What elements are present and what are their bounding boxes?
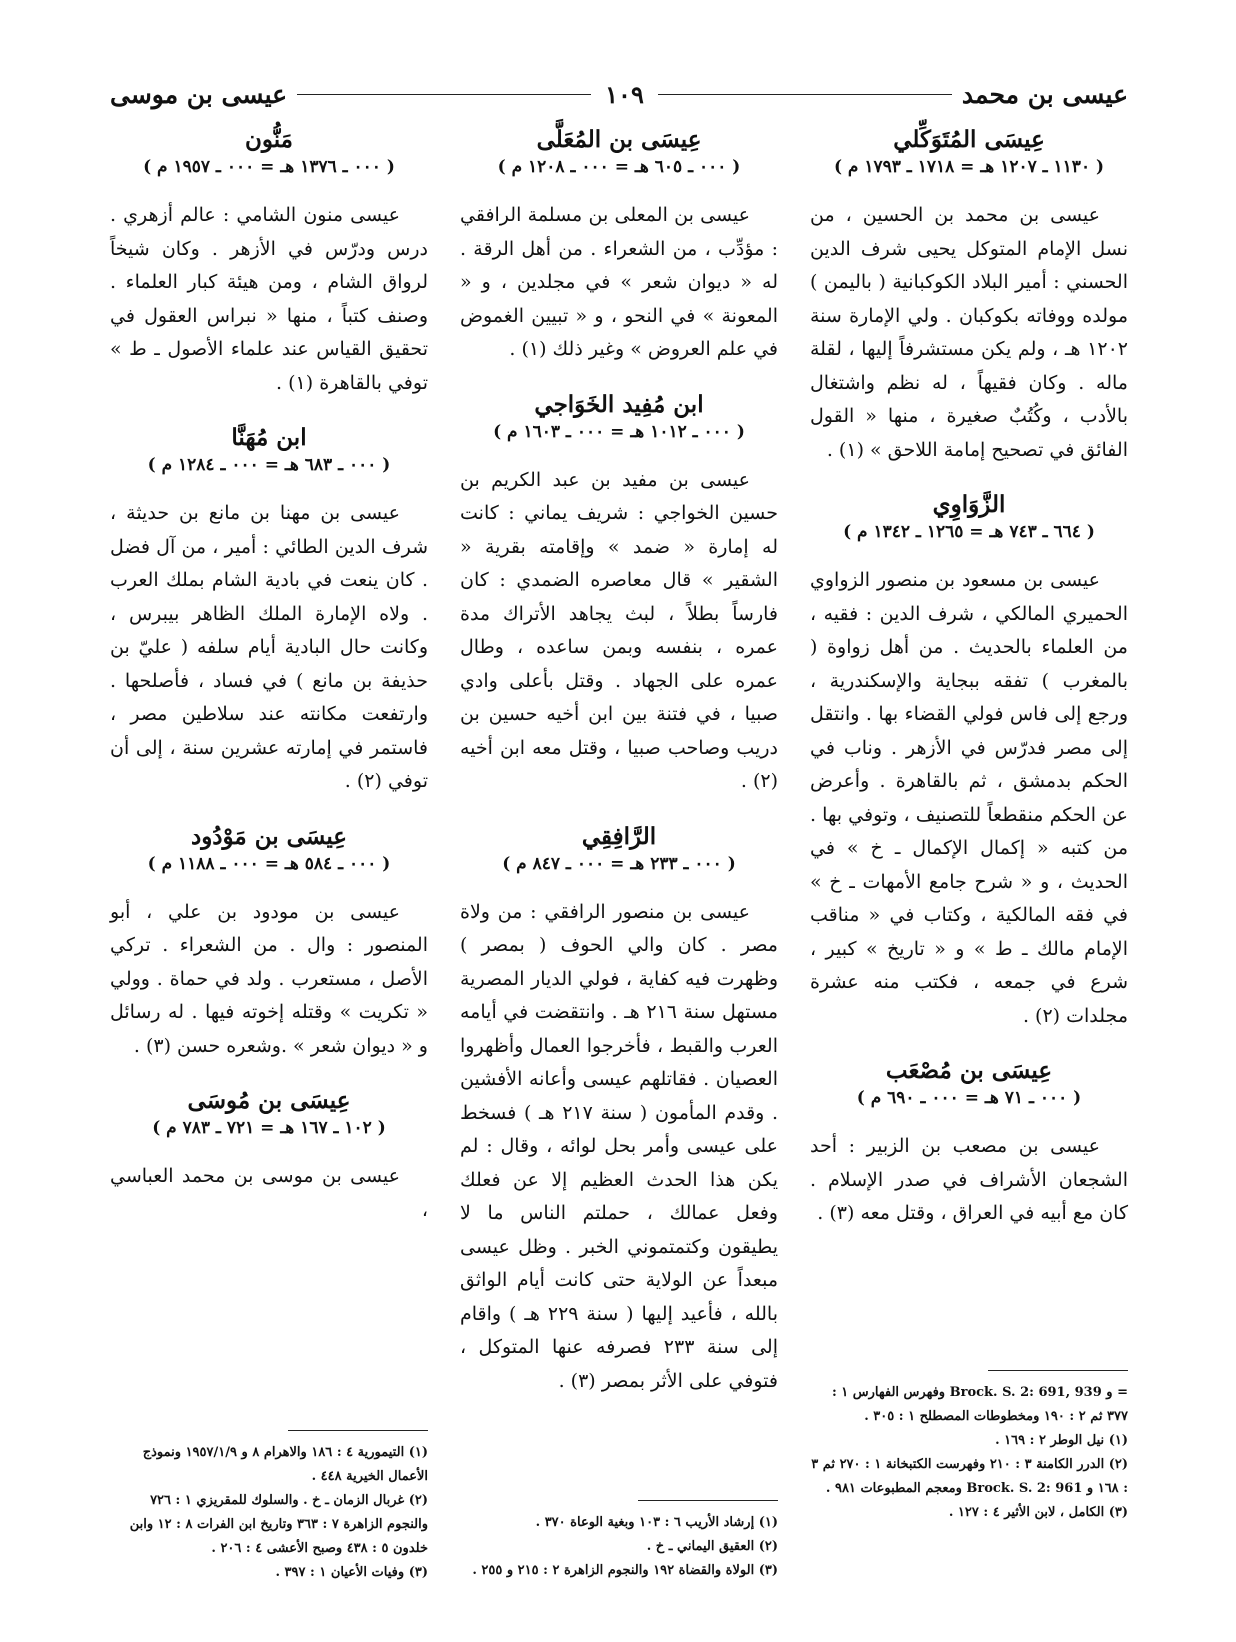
entry-body: عيسى بن مهنا بن مانع بن حديثة ، شرف الدين الطائي : أمير ، من آل فضل . كان ينعت في بادية الشام بملك العرب . ولاه الإمارة الملك الظاهر بيبرس ، وكانت حال البادية أيام سلفه ( عليّ بن حذيفة بن مانع ) في فساد ، فأصلحها . وارتفعت مكانته عند سلاطين مصر ، فاستمر في إمارته عشرين سنة ، إلى أن توفي (٢) . — [110, 502, 428, 792]
footnote: (٣) وفيات الأعيان ١ : ٣٩٧ . — [275, 1565, 428, 1580]
entry — [460, 823, 778, 1399]
entry-dates: ( ٠٠٠ ـ ٦٨٣ هـ = ٠٠٠ ـ ١٢٨٤ م ) — [147, 455, 391, 475]
entry-dates: ( ٠٠٠ ـ ٦٠٥ هـ = ٠٠٠ ـ ١٢٠٨ م ) — [497, 157, 741, 177]
footnotes-left — [110, 1430, 428, 1585]
footnote-rule — [638, 1500, 778, 1501]
entry-dates: ( ٠٠٠ ـ ٥٨٤ هـ = ٠٠٠ ـ ١١٨٨ م ) — [147, 853, 391, 874]
entry — [810, 1057, 1128, 1231]
entry-dates: ( ٠٠٠ ـ ١٣٧٦ هـ = ٠٠٠ ـ ١٩٥٧ م ) — [143, 157, 395, 177]
running-head-left-title: عيسى بن موسى — [110, 79, 288, 109]
entry-body: عيسى بن منصور الرافقي : من ولاة مصر . كان والي الحوف ( بمصر ) وظهرت فيه كفاية ، فولي الديار المصرية مستهل سنة ٢١٦ هـ . وانتقضت في أيامه العرب والقبط ، فأخرجوا العمال وأظهروا العصيان . فقاتلهم عيسى وأعانه الأفشين . وقدم المأمون ( سنة ٢١٧ هـ ) فسخط على عيسى وأمر بحل لوائه ، وقال : لم يكن هذا الحدث العظيم إلا عن فعلك وفعل عمالك ، حملتم الناس ما لا يطيقون وكتمتموني الخبر . وظل عيسى مبعداً عن الولاية حتى كانت أيام الواثق بالله ، فأعيد إليها ( سنة ٢٢٩ هـ ) واقام إلى سنة ٢٣٣ فصرفه عنها المتوكل ، فتوفي على الأثر بمصر (٣) . — [460, 900, 778, 1392]
footnote: (٣) الكامل ، لابن الأثير ٤ : ١٢٧ . — [948, 1505, 1128, 1520]
entry-body: عيسى بن محمد بن الحسين ، من نسل الإمام المتوكل يحيى شرف الدين الحسني : أمير البلاد الكوكبانية ( باليمن ) مولده ووفاته بكوكبان . ولي الإمارة سنة ١٢٠٢ هـ ، ولم يكن مستشرفاً إليها ، لقلة ماله . وكان فقيهاً ، له نظم واشتغال بالأدب ، وكُتُبٌ صغيرة ، منها « القول الفائق في تصحيح إمامة اللاحق » (١) . — [810, 204, 1128, 461]
entry-dates: ( ١١٣٠ ـ ١٢٠٧ هـ = ١٧١٨ ـ ١٧٩٣ م ) — [833, 157, 1105, 177]
entry — [110, 823, 428, 1064]
entry-dates: ( ١٠٢ ـ ١٦٧ هـ = ٧٢١ ـ ٧٨٣ م ) — [152, 1118, 386, 1138]
footnote: (١) إرشاد الأريب ٦ : ١٠٣ وبغية الوعاة ٣٧٠ . — [535, 1515, 778, 1530]
entry-title: عِيسَى بن المُعَلَّى — [536, 126, 702, 153]
column-left — [110, 122, 428, 1251]
footnotes-right — [810, 1370, 1128, 1525]
entry-body: عيسى بن المعلى بن مسلمة الرافقي : مؤدِّب ، من الشعراء . من أهل الرقة . له « ديوان شعر » في مجلدين ، و « المعونة » في النحو ، و « تبيين الغموض في علم العروض » وغير ذلك (١) . — [460, 204, 778, 360]
header-rule — [658, 94, 952, 95]
running-head — [110, 78, 1128, 110]
entry-body: عيسى بن موسى بن محمد العباسي ، — [110, 1165, 428, 1221]
footnote: (٣) الولاة والقضاة ١٩٢ والنجوم الزاهرة ٢ : ٢١٥ و ٢٥٥ . — [472, 1563, 778, 1578]
entry-title: عِيسَى بن مَوْدُود — [190, 822, 348, 850]
entry — [110, 424, 428, 799]
entry-body: عيسى بن مودود بن علي ، أبو المنصور : وال . من الشعراء . تركي الأصل ، مستعرب . ولد في حماة . وولي « تكريت » وقتله إخوته فيها . له رسائل و « ديوان شعر » .وشعره حسن (٣) . — [110, 900, 428, 1057]
footnote: (٢) العقيق اليماني ـ خ . — [646, 1539, 778, 1554]
running-head-right-title: عيسى بن محمد — [961, 79, 1128, 109]
entry-dates: ( ٠٠٠ ـ ١٠١٢ هـ = ٠٠٠ ـ ١٦٠٣ م ) — [493, 421, 745, 442]
entry-dates: ( ٠٠٠ ـ ٢٣٣ هـ = ٠٠٠ ـ ٨٤٧ م ) — [502, 853, 736, 874]
footnote: (٢) غربال الزمان ـ خ . والسلوك للمقريزي ١ : ٧٢٦ والنجوم الزاهرة ٧ : ٣٦٣ وتاريخ ابن الفرات ٨ : ١٢ وابن خلدون ٥ : ٤٣٨ وصبح الأعشى ٤ : ٢٠٦ . — [129, 1493, 428, 1556]
page-number: ١٠٩ — [605, 79, 644, 109]
footnote: (٢) الدرر الكامنة ٣ : ٢١٠ وفهرست الكتبخانة ١ : ٢٧٠ ثم ٣ : ١٦٨ و Brock. S. 2: 961 ومعجم المطبوعات ٩٨١ . — [811, 1457, 1128, 1496]
column-right — [810, 122, 1128, 1255]
entry-title: ابن مُفِيد الخَوَاجي — [534, 390, 704, 418]
footnote-rule — [288, 1430, 428, 1431]
entry-title: مَنُّون — [244, 126, 294, 153]
entry — [810, 126, 1128, 467]
footnote: = و Brock. S. 2: 691, 939 وفهرس الفهارس ١ : ٣٧٧ ثم ٢ : ١٩٠ ومخطوطات المصطلح ١ : ٣٠٥ . — [831, 1385, 1128, 1424]
entry — [810, 491, 1128, 1033]
entry-title: عِيسَى المُتَوَكِّلي — [893, 126, 1045, 153]
entry-title: عِيسَى بن مُصْعَب — [885, 1057, 1053, 1084]
footnote: (١) التيمورية ٤ : ١٨٦ والاهرام ٨ و ١٩٥٧/١/٩ ونموذج الأعمال الخيرية ٤٤٨ . — [142, 1445, 428, 1484]
entry-title: ابن مُهَنَّا — [231, 424, 307, 451]
entry-title: الزَّوَاوِي — [932, 491, 1006, 518]
entry-title: عِيسَى بن مُوسَى — [187, 1087, 351, 1114]
entry-body: عيسى بن مصعب بن الزبير : أحد الشجعان الأشراف في صدر الإسلام . كان مع أبيه في العراق ، وقتل معه (٣) . — [810, 1135, 1128, 1224]
entry — [110, 126, 428, 400]
header-rule — [297, 94, 591, 95]
entry-body: عيسى بن مفيد بن عبد الكريم بن حسين الخواجي : شريف يماني : كانت له إمارة « ضمد » وإقامته بقرية « الشقير » قال معاصره الضمدي : كان فارساً بطلاً ، لبث يجاهد الأتراك مدة عمره ، بنفسه وبمن ساعده ، وطال عمره على الجهاد . وقتل بأعلى وادي صبيا ، في فتنة بين ابن أخيه حسين بن دريب وصاحب صبيا ، وقتل معه ابن أخيه (٢) . — [460, 468, 778, 792]
entry — [460, 126, 778, 367]
footnotes-middle — [460, 1500, 778, 1583]
footnote-rule — [988, 1370, 1128, 1371]
column-middle — [460, 122, 778, 1422]
entry — [460, 391, 778, 799]
entry-body: عيسى بن مسعود بن منصور الزواوي الحميري المالكي ، شرف الدين : فقيه ، من العلماء بالحديث . من أهل زواوة ( بالمغرب ) تفقه ببجاية والإسكندرية ، ورجع إلى فاس فولي القضاء بها . وانتقل إلى مصر فدرّس في الأزهر . وناب في الحكم بدمشق ، ثم بالقاهرة . وأعرض عن الحكم منقطعاً للتصنيف ، وتوفي بها . من كتبه « إكمال الإكمال ـ خ » في الحديث ، و « شرح جامع الأمهات ـ خ » في فقه المالكية ، وكتاب في « مناقب الإمام مالك ـ ط » و « تاريخ » كبير ، شرع في جمعه ، فكتب منه عشرة مجلدات (٢) . — [810, 569, 1128, 1027]
entry-title: الرَّافِقِي — [581, 822, 657, 850]
entry-dates: ( ٠٠٠ ـ ٧١ هـ = ٠٠٠ ـ ٦٩٠ م ) — [856, 1088, 1082, 1108]
entry — [110, 1087, 428, 1227]
entry-dates: ( ٦٦٤ ـ ٧٤٣ هـ = ١٢٦٥ ـ ١٣٤٢ م ) — [843, 522, 1095, 542]
footnote: (١) نيل الوطر ٢ : ١٦٩ . — [995, 1433, 1128, 1448]
entry-body: عيسى منون الشامي : عالم أزهري . درس ودرّس في الأزهر . وكان شيخاً لرواق الشام ، ومن هيئة كبار العلماء . وصنف كتباً ، منها « نبراس العقول في تحقيق القياس عند علماء الأصول ـ ط » توفي بالقاهرة (١) . — [110, 204, 428, 394]
